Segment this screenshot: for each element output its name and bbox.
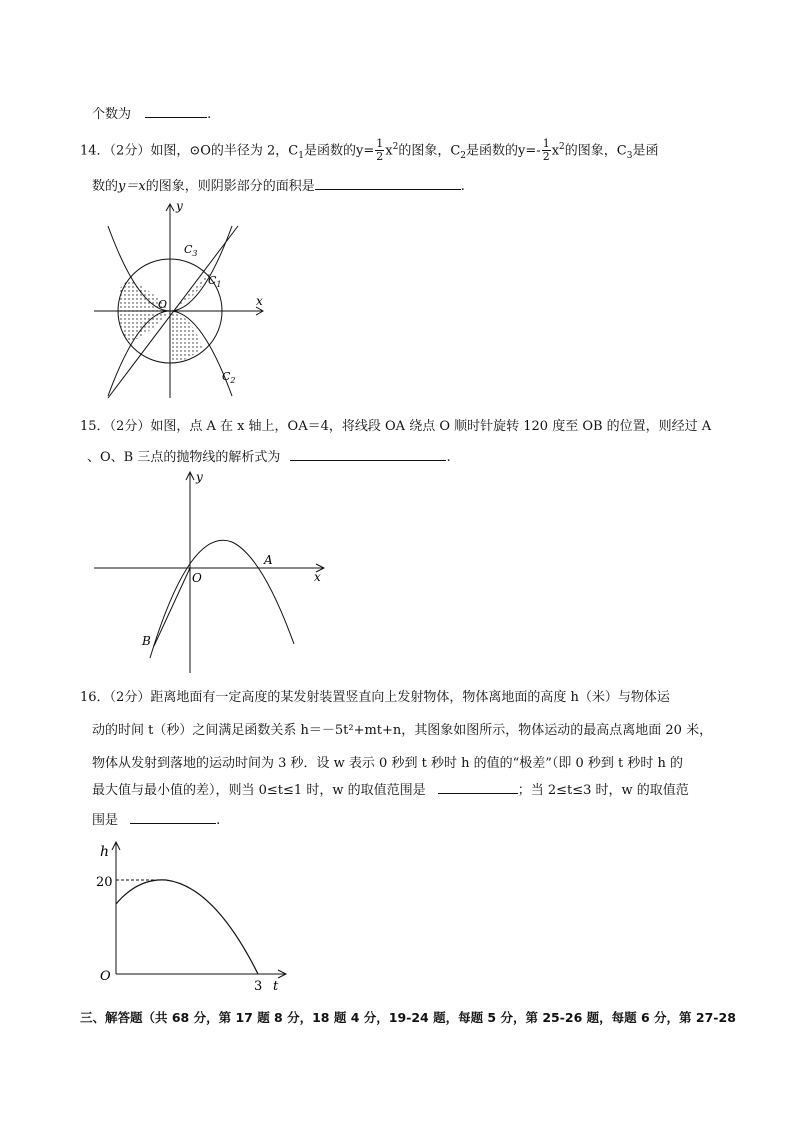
fig14-origin-label: O [158, 298, 168, 311]
q13-tail [92, 103, 211, 122]
q14-text-part: 是函数的 [466, 143, 519, 159]
fig16-20-label: 20 [96, 875, 113, 890]
fig15-a-label: A [264, 553, 273, 567]
frac-num: 1 [542, 137, 550, 151]
q14-text-part: 是函数的 [303, 143, 356, 159]
frac-num: 1 [376, 137, 384, 151]
figure-15 [92, 468, 332, 678]
q16-text: 最大值与最小值的差），则当 0≤t≤1 时，w 的取值范围是 [92, 783, 426, 798]
q16-text: ；当 2≤t≤3 时，w 的取值范 [517, 783, 689, 798]
frac-den: 2 [376, 150, 384, 164]
q14-text-part: 的图象， [564, 143, 617, 159]
c1-label: C [288, 143, 299, 159]
q16-line5 [92, 809, 220, 828]
q15-end: . [446, 450, 451, 465]
figure-14 [88, 198, 278, 403]
fig16-origin-label: O [100, 969, 111, 984]
fn1-prefix: y= [356, 143, 375, 159]
fig14-y-label: y [176, 199, 183, 213]
height-curve [116, 880, 258, 974]
x-var: x [551, 143, 560, 159]
answer-blank [290, 447, 446, 461]
fig14-c2-label: $C_2$ [222, 370, 236, 385]
c3-subscript: 3 [626, 150, 633, 161]
q15-text: 、O、B 三点的抛物线的解析式为 [87, 450, 281, 465]
q16-line1: 16．（2分）距离地面有一定高度的某发射装置竖直向上发射物体，物体离地面的高度 h（米）与物体运 [80, 690, 670, 705]
c2-label: C [450, 143, 461, 159]
q14-text-part: 的图象， [398, 143, 451, 159]
fraction-half [375, 138, 384, 163]
c3-label: C [616, 143, 627, 159]
q14-line2 [92, 175, 465, 194]
circle-symbol: ⊙ [189, 143, 201, 159]
q14-text-part: 数的 [92, 179, 119, 194]
fig14-x-label: x [256, 294, 263, 308]
q14-text-part: 是函 [632, 143, 659, 159]
q16-line2: 动的时间 t（秒）之间满足函数关系 h＝－5t²+mt+n，其图象如图所示，物体运动的最高点离地面 20 米， [92, 723, 713, 738]
x-var: x [385, 143, 393, 159]
q16-text: 围是 [92, 813, 119, 828]
q14-text-part: 的图象，则阴影部分的面积是 [145, 179, 315, 194]
q14-number: 14．（2分）如图， [80, 143, 190, 159]
c1-subscript: 1 [298, 150, 304, 161]
q15-line2 [87, 446, 451, 465]
q13-tail-text: 个数为 [92, 107, 132, 122]
q15-line1: 15．（2分）如图，点 A 在 x 轴上，OA＝4，将线段 OA 绕点 O 顺时针旋转 120 度至 OB 的位置，则经过 A [80, 419, 712, 434]
fig14-c3-label: $C_3$ [184, 243, 198, 258]
answer-blank [145, 104, 207, 118]
fn2-prefix: y=- [518, 143, 541, 159]
q14-equation: y＝x [118, 179, 146, 194]
answer-blank [315, 176, 461, 190]
q14-line1 [80, 136, 658, 167]
q16-end: . [216, 813, 221, 828]
fraction-half [542, 138, 551, 163]
fig15-y-label: y [196, 470, 203, 484]
answer-blank [438, 780, 518, 794]
fig15-x-label: x [314, 570, 321, 584]
square-exponent: 2 [559, 142, 565, 152]
square-exponent: 2 [392, 142, 399, 152]
answer-blank [130, 810, 216, 824]
q16-line4 [92, 779, 689, 798]
fig15-origin-label: O [192, 571, 202, 585]
figure-16 [94, 838, 314, 993]
fig16-h-label: h [100, 844, 110, 860]
fig16-3-label: 3 [254, 979, 263, 993]
q13-tail-end: . [207, 107, 212, 122]
fig14-c1-label: $C_1$ [208, 274, 222, 289]
fig15-b-label: B [142, 634, 151, 648]
q14-end: . [460, 179, 465, 194]
fig16-t-label: t [273, 979, 279, 993]
section3-heading: 三、解答题（共 68 分，第 17 题 8 分，18 题 4 分，19-24 题，每题 5 分，第 25-26 题，每题 6 分，第 27-28 [80, 1010, 736, 1025]
segment-ob [154, 568, 190, 646]
q14-text-part: O的半径为 2， [200, 143, 289, 159]
frac-den: 2 [542, 150, 550, 164]
c2-subscript: 2 [460, 150, 467, 161]
q16-line3: 物体从发射到落地的运动时间为 3 秒．设 w 表示 0 秒到 t 秒时 h 的值的“极差”（即 0 秒到 t 秒时 h 的 [92, 756, 684, 771]
